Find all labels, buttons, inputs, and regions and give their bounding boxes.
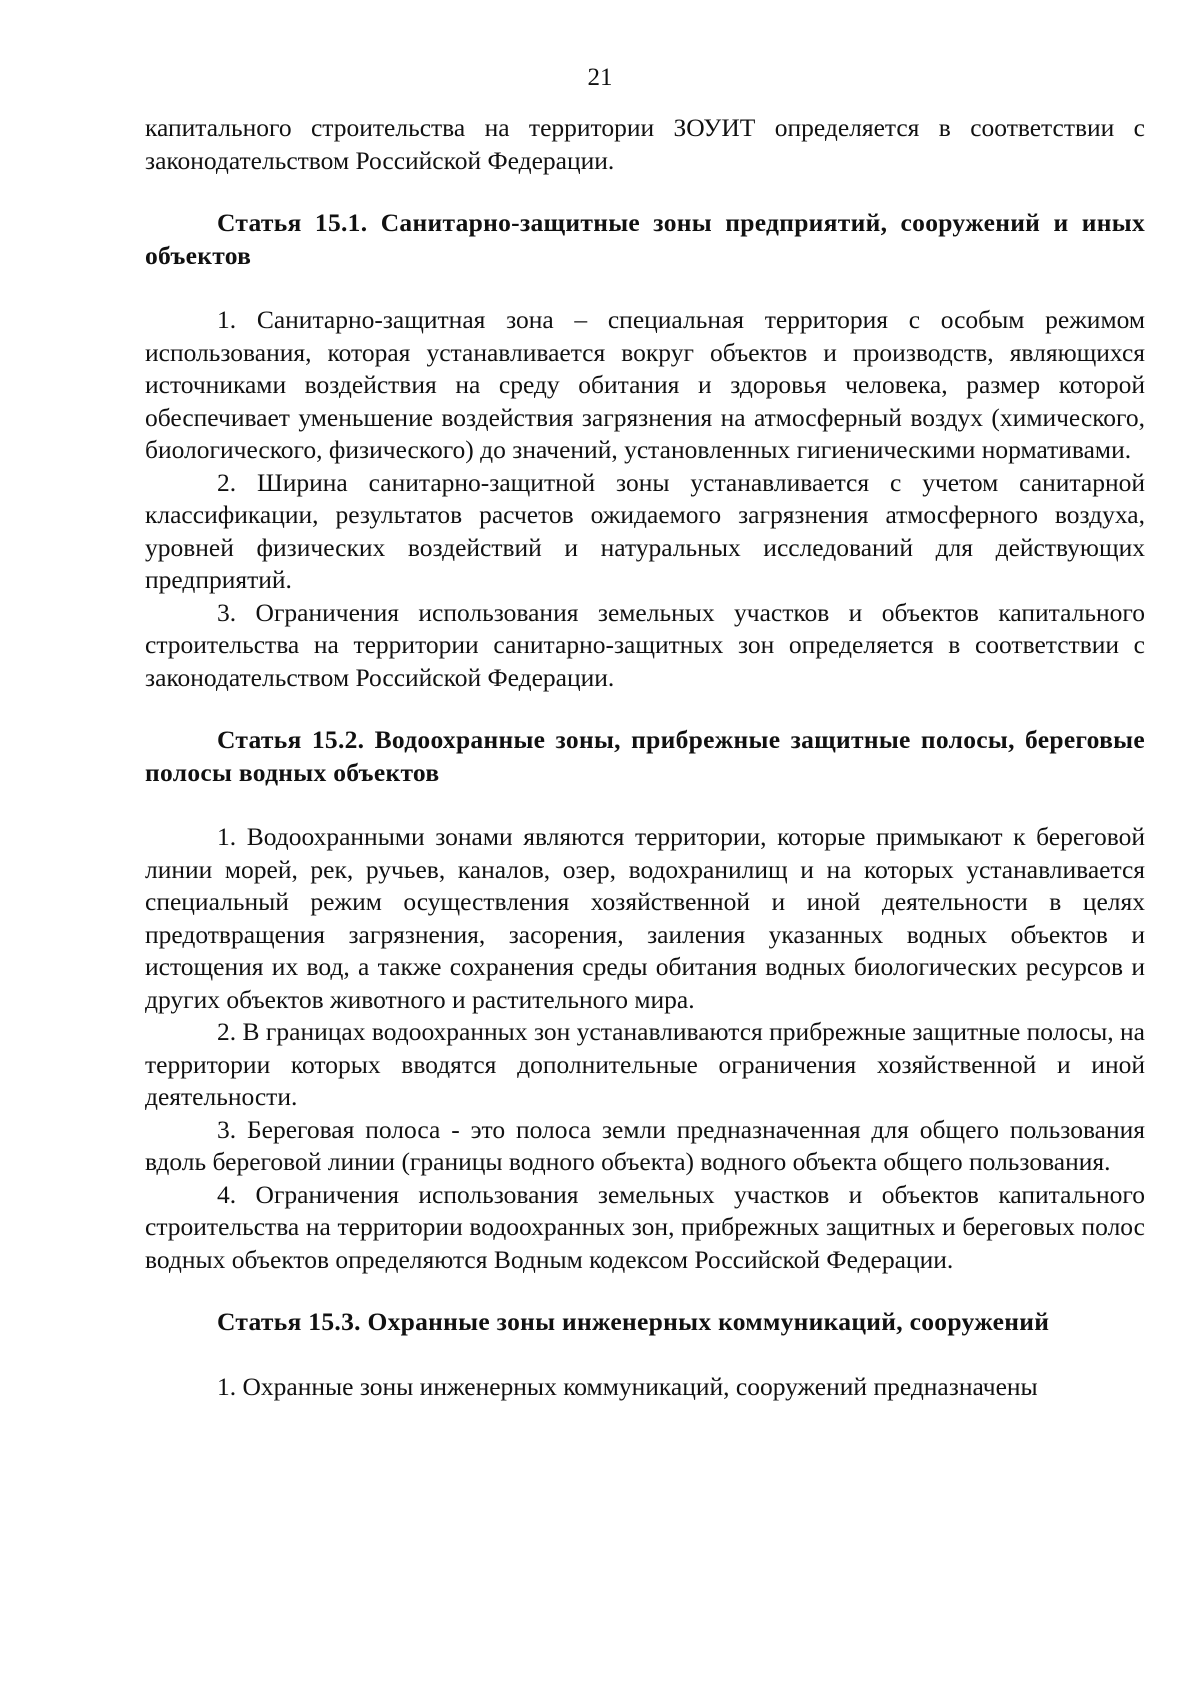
article-15-2-heading: Статья 15.2. Водоохранные зоны, прибрежные защитные полосы, береговые полосы водных объектов — [145, 725, 1145, 787]
article-15-2-item-1: 1. Водоохранными зонами являются территории, которые примыкают к береговой линии морей, рек, ручьев, каналов, озер, водохранилищ и на которых устанавливается специальный режим осуществления хозяйственной и иной деятельности в целях предотвращения загрязнения, засорения, заиления указанных водных объектов и истощения их вод, а также сохранения среды обитания водных биологических ресурсов и других объектов животного и растительного мира. — [145, 822, 1145, 1014]
article-15-3-item-1: 1. Охранные зоны инженерных коммуникаций, сооружений предназначены — [217, 1371, 1038, 1401]
article-15-2-item-4: 4. Ограничения использования земельных участков и объектов капитального строительства на территории водоохранных зон, прибрежных защитных и береговых полос водных объектов определяются Водным кодексом Российской Федерации. — [145, 1179, 1145, 1274]
page-content — [145, 112, 1145, 1403]
intro-paragraph: капитального строительства на территории ЗОУИТ определяется в соответствии с законодательством Российской Федерации. — [145, 113, 1145, 175]
article-15-2-item-3: 3. Береговая полоса - это полоса земли предназначенная для общего пользования вдоль береговой линии (границы водного объекта) водного объекта общего пользования. — [145, 1114, 1145, 1176]
article-15-1-item-2: 2. Ширина санитарно-защитной зоны устанавливается с учетом санитарной классификации, результатов расчетов ожидаемого загрязнения атмосферного воздуха, уровней физических воздействий и натуральных исследований для действующих предприятий. — [145, 467, 1145, 594]
article-15-1-item-3: 3. Ограничения использования земельных участков и объектов капитального строительства на территории санитарно-защитных зон определяется в соответствии с законодательством Российской Федерации. — [145, 597, 1145, 692]
page-number: 21 — [587, 64, 613, 91]
article-15-1-heading: Статья 15.1. Санитарно-защитные зоны предприятий, сооружений и иных объектов — [145, 208, 1145, 270]
article-15-3-heading: Статья 15.3. Охранные зоны инженерных коммуникаций, сооружений — [217, 1307, 1050, 1336]
article-15-1-item-1: 1. Санитарно-защитная зона – специальная территория с особым режимом использования, которая устанавливается вокруг объектов и производств, являющихся источниками воздействия на среду обитания и здоровья человека, размер которой обеспечивает уменьшение воздействия загрязнения на атмосферный воздух (химического, биологического, физического) до значений, установленных гигиеническими нормативами. — [145, 305, 1145, 464]
article-15-2-item-2: 2. В границах водоохранных зон устанавливаются прибрежные защитные полосы, на территории которых вводятся дополнительные ограничения хозяйственной и иной деятельности. — [145, 1017, 1145, 1111]
